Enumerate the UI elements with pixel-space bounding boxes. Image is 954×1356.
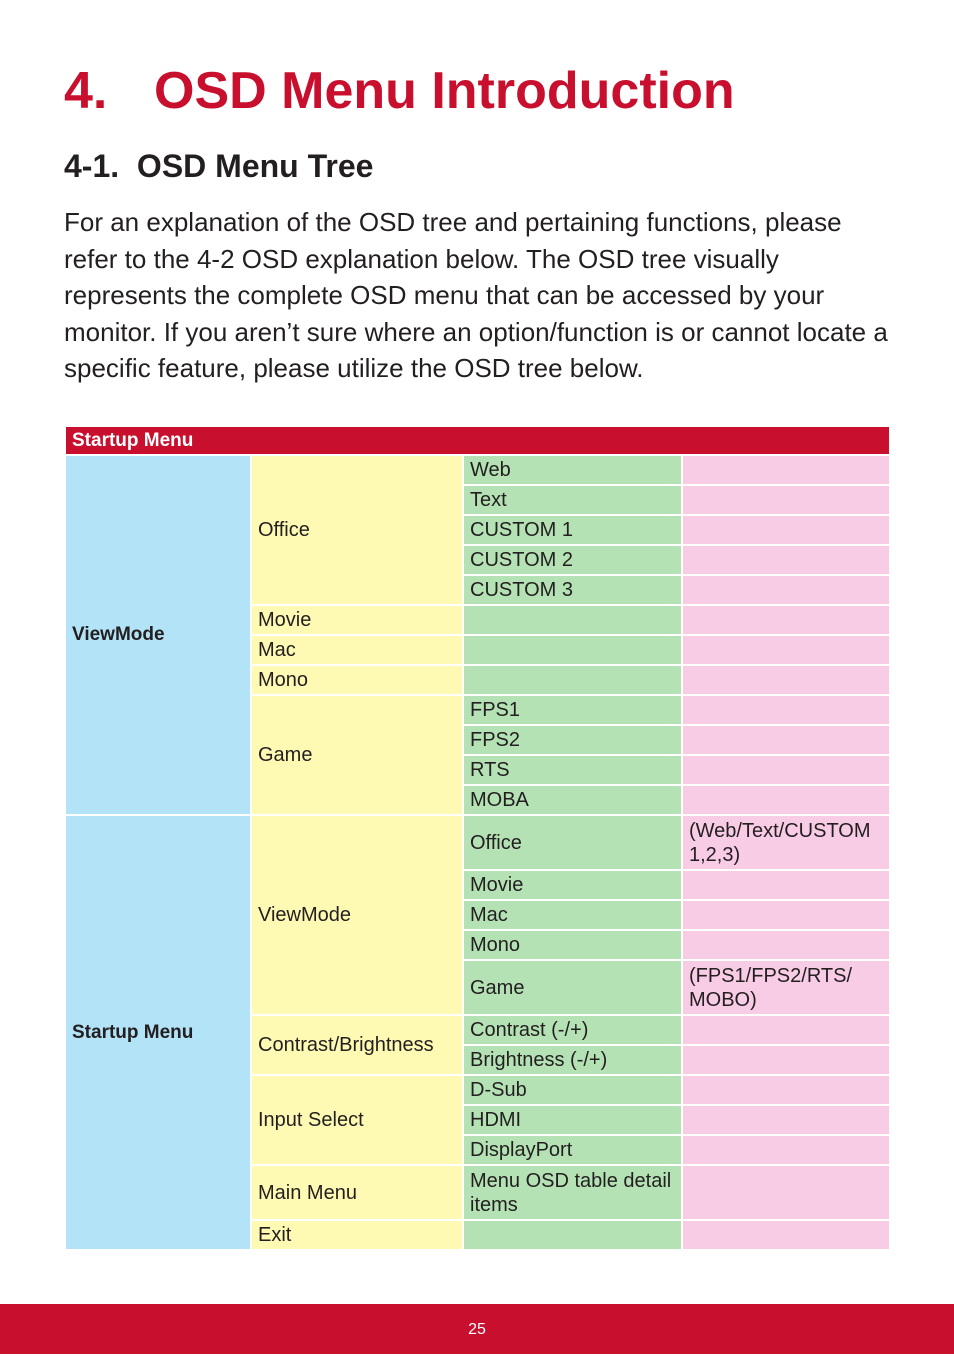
chapter-number: 4. <box>64 62 108 120</box>
chapter-title <box>64 60 735 122</box>
level2-viewmode: ViewMode <box>251 815 463 1015</box>
level3-empty <box>463 1220 682 1250</box>
level4-empty <box>682 1045 890 1075</box>
level2-game: Game <box>251 695 463 815</box>
level3-hdmi: HDMI <box>463 1105 682 1135</box>
level3-custom1: CUSTOM 1 <box>463 515 682 545</box>
level4-empty <box>682 545 890 575</box>
section-title: 4-1. OSD Menu Tree <box>64 148 374 184</box>
level3-empty <box>463 605 682 635</box>
level3-movie: Movie <box>463 870 682 900</box>
level1-viewmode: ViewMode <box>65 455 251 815</box>
level3-fps1: FPS1 <box>463 695 682 725</box>
table-row <box>65 455 890 485</box>
level3-main-menu-detail: Menu OSD table detail items <box>463 1165 682 1220</box>
level4-empty <box>682 635 890 665</box>
level2-main-menu: Main Menu <box>251 1165 463 1220</box>
level1-startup-menu: Startup Menu <box>65 815 251 1250</box>
level4-empty <box>682 785 890 815</box>
osd-menu-tree-table <box>64 425 891 1251</box>
table-header-row <box>65 426 890 455</box>
level3-rts: RTS <box>463 755 682 785</box>
level4-empty <box>682 755 890 785</box>
level2-input-select: Input Select <box>251 1075 463 1165</box>
level4-empty <box>682 455 890 485</box>
level4-empty <box>682 1220 890 1250</box>
level4-empty <box>682 1105 890 1135</box>
level3-displayport: DisplayPort <box>463 1135 682 1165</box>
level2-movie: Movie <box>251 605 463 635</box>
level3-contrast: Contrast (-/+) <box>463 1015 682 1045</box>
level4-empty <box>682 930 890 960</box>
level3-office: Office <box>463 815 682 870</box>
level2-office: Office <box>251 455 463 605</box>
level2-mono: Mono <box>251 665 463 695</box>
level4-empty <box>682 605 890 635</box>
level3-web: Web <box>463 455 682 485</box>
level2-exit: Exit <box>251 1220 463 1250</box>
level3-brightness: Brightness (-/+) <box>463 1045 682 1075</box>
level2-contrast-brightness: Contrast/Brightness <box>251 1015 463 1075</box>
level3-custom3: CUSTOM 3 <box>463 575 682 605</box>
table-header: Startup Menu <box>65 426 890 455</box>
table-row <box>65 815 890 870</box>
level2-mac: Mac <box>251 635 463 665</box>
level3-mono: Mono <box>463 930 682 960</box>
level4-empty <box>682 665 890 695</box>
level4-empty <box>682 900 890 930</box>
level3-text: Text <box>463 485 682 515</box>
level3-custom2: CUSTOM 2 <box>463 545 682 575</box>
level4-empty <box>682 1135 890 1165</box>
level4-empty <box>682 1075 890 1105</box>
level4-empty <box>682 515 890 545</box>
level3-empty <box>463 635 682 665</box>
page-footer <box>0 1304 954 1354</box>
page-number: 25 <box>468 1321 486 1338</box>
level4-empty <box>682 1165 890 1220</box>
level3-game: Game <box>463 960 682 1015</box>
level4-empty <box>682 575 890 605</box>
level4-game-detail: (FPS1/FPS2/RTS/ MOBO) <box>682 960 890 1015</box>
level3-moba: MOBA <box>463 785 682 815</box>
level3-dsub: D-Sub <box>463 1075 682 1105</box>
level4-empty <box>682 1015 890 1045</box>
intro-paragraph: For an explanation of the OSD tree and pertaining functions, please refer to the 4-2 OSD explanation below. The OSD tree visually represents the complete OSD menu that can be accessed by your monitor. If you aren’t sure where an option/function is or cannot locate a specific feature, please utilize the OSD tree below. <box>64 207 888 384</box>
level4-empty <box>682 870 890 900</box>
level3-mac: Mac <box>463 900 682 930</box>
level4-office-detail: (Web/Text/CUSTOM 1,2,3) <box>682 815 890 870</box>
level3-empty <box>463 665 682 695</box>
level4-empty <box>682 485 890 515</box>
level4-empty <box>682 695 890 725</box>
chapter-title-text: OSD Menu Introduction <box>154 62 735 120</box>
level4-empty <box>682 725 890 755</box>
level3-fps2: FPS2 <box>463 725 682 755</box>
